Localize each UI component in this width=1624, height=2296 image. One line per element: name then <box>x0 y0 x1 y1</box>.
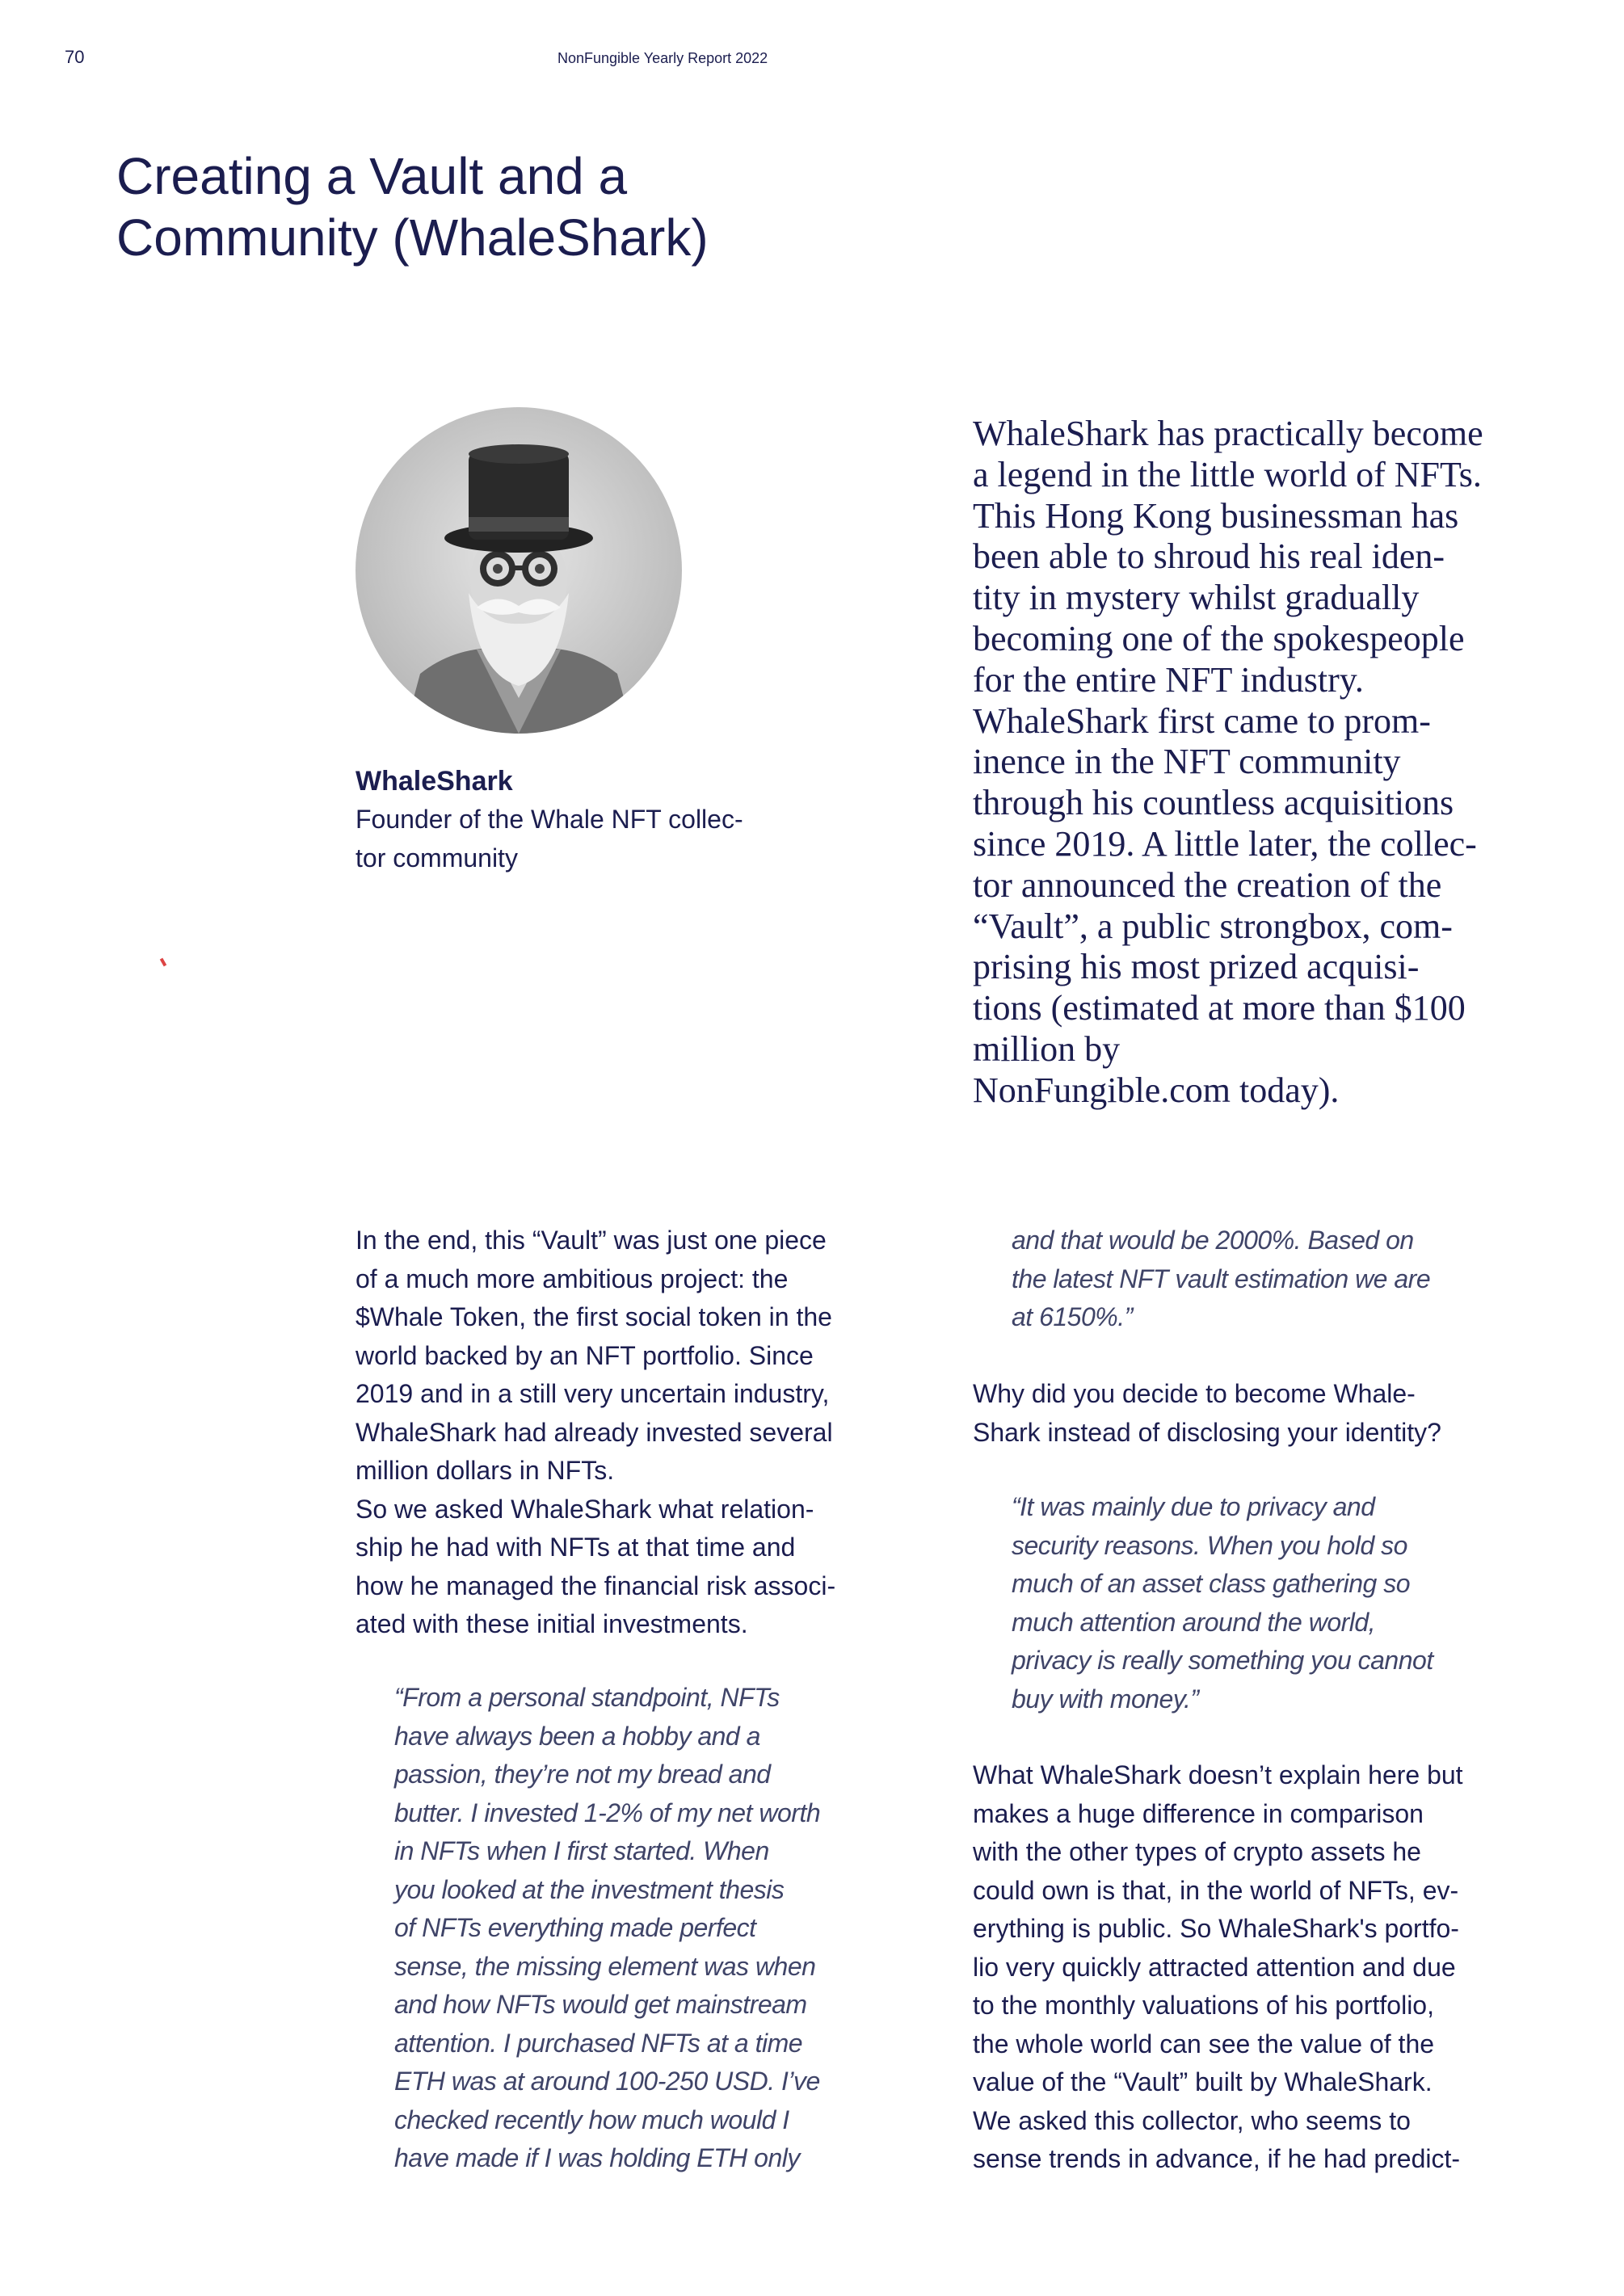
intro-paragraph <box>973 414 1538 1112</box>
intro-line: tity in mystery whilst gradually <box>973 578 1420 618</box>
body-line: erything is public. So WhaleShark's portfo- <box>973 1914 1459 1943</box>
intro-line: a legend in the little world of NFTs. <box>973 454 1482 494</box>
question-line: Shark instead of disclosing your identity? <box>973 1417 1441 1447</box>
body-left-paragraph <box>356 1222 921 1644</box>
body-line: What WhaleShark doesn’t explain here but <box>973 1760 1463 1789</box>
quote-line: in NFTs when I first started. When <box>394 1836 769 1865</box>
intro-line: This Hong Kong businessman has <box>973 495 1459 536</box>
quote-line: attention. I purchased NFTs at a time <box>394 2028 803 2058</box>
body-right-paragraph <box>973 1756 1538 2179</box>
interview-question <box>973 1375 1538 1452</box>
body-line: to the monthly valuations of his portfolio, <box>973 1991 1434 2020</box>
quote-left <box>394 1679 960 2178</box>
quote-line: checked recently how much would I <box>394 2105 789 2134</box>
intro-line: WhaleShark has practically become <box>973 414 1483 453</box>
quote-line: the latest NFT vault estimation we are <box>1012 1264 1431 1293</box>
quote-line: have always been a hobby and a <box>394 1721 760 1751</box>
quote-line: of NFTs everything made perfect <box>394 1913 756 1942</box>
body-line: could own is that, in the world of NFTs, ev- <box>973 1875 1459 1905</box>
intro-line: through his countless acquisitions <box>973 783 1454 823</box>
title-line: Creating a Vault and a <box>116 147 628 205</box>
intro-line: prising his most prized acquisi- <box>973 947 1420 987</box>
body-line: with the other types of crypto assets he <box>973 1837 1421 1866</box>
running-header: NonFungible Yearly Report 2022 <box>557 50 768 66</box>
quote-line: and that would be 2000%. Based on <box>1012 1226 1414 1255</box>
intro-line: NonFungible.com today). <box>973 1070 1340 1110</box>
intro-line: been able to shroud his real iden- <box>973 536 1445 577</box>
intro-line: tor announced the creation of the <box>973 864 1442 905</box>
intro-line: inence in the NFT community <box>973 742 1401 782</box>
quote-line: and how NFTs would get mainstream <box>394 1990 807 2019</box>
quote-line: much of an asset class gathering so <box>1012 1569 1410 1598</box>
quote-line: you looked at the investment thesis <box>394 1874 785 1904</box>
quote-line: security reasons. When you hold so <box>1012 1530 1407 1560</box>
body-line: how he managed the financial risk associ- <box>356 1571 836 1600</box>
intro-line: WhaleShark first came to prom- <box>973 700 1431 741</box>
body-line: 2019 and in a still very uncertain industry, <box>356 1379 830 1408</box>
quote-line: “From a personal standpoint, NFTs <box>394 1683 780 1712</box>
quote-line: privacy is really something you cannot <box>1012 1646 1433 1675</box>
body-line: the whole world can see the value of the <box>973 2029 1435 2058</box>
role-line: Founder of the Whale NFT collec- <box>356 805 743 834</box>
quote-line: “It was mainly due to privacy and <box>1012 1492 1375 1521</box>
whaleshark-avatar <box>356 407 682 734</box>
role-line: tor community <box>356 843 518 873</box>
intro-line: for the entire NFT industry. <box>973 659 1364 700</box>
quote-line: passion, they’re not my bread and <box>394 1760 771 1789</box>
body-line: $Whale Token, the first social token in the <box>356 1302 832 1331</box>
intro-line: “Vault”, a public strongbox, com- <box>973 906 1453 946</box>
intro-line: since 2019. A little later, the collec- <box>973 823 1477 864</box>
article-title <box>116 145 924 268</box>
stray-mark <box>160 958 166 967</box>
body-line: WhaleShark had already invested several <box>356 1417 833 1447</box>
page-number: 70 <box>65 47 85 67</box>
intro-line: becoming one of the spokespeople <box>973 618 1465 658</box>
quote-line: much attention around the world, <box>1012 1607 1376 1637</box>
body-line: sense trends in advance, if he had predict- <box>973 2144 1461 2173</box>
body-line: In the end, this “Vault” was just one piece <box>356 1226 827 1255</box>
intro-line: tions (estimated at more than $100 <box>973 988 1466 1028</box>
quote-line: buy with money.” <box>1012 1684 1199 1714</box>
body-line: world backed by an NFT portfolio. Since <box>356 1340 814 1370</box>
body-line: value of the “Vault” built by WhaleShark. <box>973 2067 1433 2096</box>
question-line: Why did you decide to become Whale- <box>973 1379 1416 1408</box>
body-line: So we asked WhaleShark what relation- <box>356 1494 814 1524</box>
profile-role <box>356 800 808 877</box>
body-line: makes a huge difference in comparison <box>973 1798 1424 1828</box>
quote-line: at 6150%.” <box>1012 1302 1133 1331</box>
intro-line: million by <box>973 1028 1121 1069</box>
quote-line: ETH was at around 100-250 USD. I’ve <box>394 2067 820 2096</box>
body-line: lio very quickly attracted attention and due <box>973 1952 1456 1982</box>
quote-line: sense, the missing element was when <box>394 1951 816 1981</box>
title-line: Community (WhaleShark) <box>116 208 709 267</box>
interview-answer <box>1012 1488 1577 1718</box>
body-line: ship he had with NFTs at that time and <box>356 1533 796 1562</box>
body-line: ated with these initial investments. <box>356 1609 748 1638</box>
quote-line: have made if I was holding ETH only <box>394 2143 800 2172</box>
quote-line: butter. I invested 1-2% of my net worth <box>394 1798 821 1827</box>
body-line: of a much more ambitious project: the <box>356 1264 789 1293</box>
body-line: We asked this collector, who seems to <box>973 2105 1411 2135</box>
body-line: million dollars in NFTs. <box>356 1456 615 1485</box>
quote-continuation <box>1012 1222 1577 1337</box>
profile-name: WhaleShark <box>356 766 513 797</box>
avatar-illustration <box>356 407 682 734</box>
